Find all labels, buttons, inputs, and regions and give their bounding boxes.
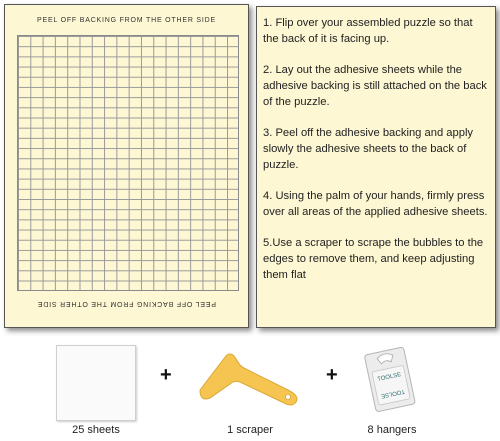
plus-icon: + xyxy=(160,364,172,386)
scraper-icon xyxy=(196,350,306,410)
sheets-image xyxy=(56,345,136,421)
hanger-brand-text: TOOLSE xyxy=(376,372,402,383)
sheets-label: 25 sheets xyxy=(72,424,120,436)
peel-off-header-top: PEEL OFF BACKING FROM THE OTHER SIDE xyxy=(37,17,216,24)
instruction-step-5: 5.Use a scraper to scrape the bubbles to the edges to remove them, and keep adjusting them flat xyxy=(263,237,484,281)
peel-off-header-bottom: PEEL OFF BACKING FROM THE OTHER SIDE xyxy=(37,300,216,307)
hanger-brand-text-flipped: TOOLSE xyxy=(380,387,406,399)
adhesive-sheet-grid xyxy=(4,4,249,328)
instructions-list xyxy=(263,15,489,283)
instruction-step-4: 4. Using the palm of your hands, firmly press over all areas of the applied adhesive sheets. xyxy=(263,190,488,218)
instruction-step-1: 1. Flip over your assembled puzzle so that the back of it is facing up. xyxy=(263,17,473,45)
instruction-step-3: 3. Peel off the adhesive backing and apply slowly the adhesive sheets to the back of puzzle. xyxy=(263,127,474,171)
scraper-label: 1 scraper xyxy=(227,424,273,436)
grid-pattern xyxy=(17,35,239,291)
instruction-step-2: 2. Lay out the adhesive sheets while the adhesive backing is still attached on the back of the puzzle. xyxy=(263,64,487,108)
plus-icon: + xyxy=(326,364,338,386)
instructions-panel xyxy=(256,6,496,328)
hanger-icon xyxy=(362,346,422,414)
hangers-label: 8 hangers xyxy=(367,424,417,436)
